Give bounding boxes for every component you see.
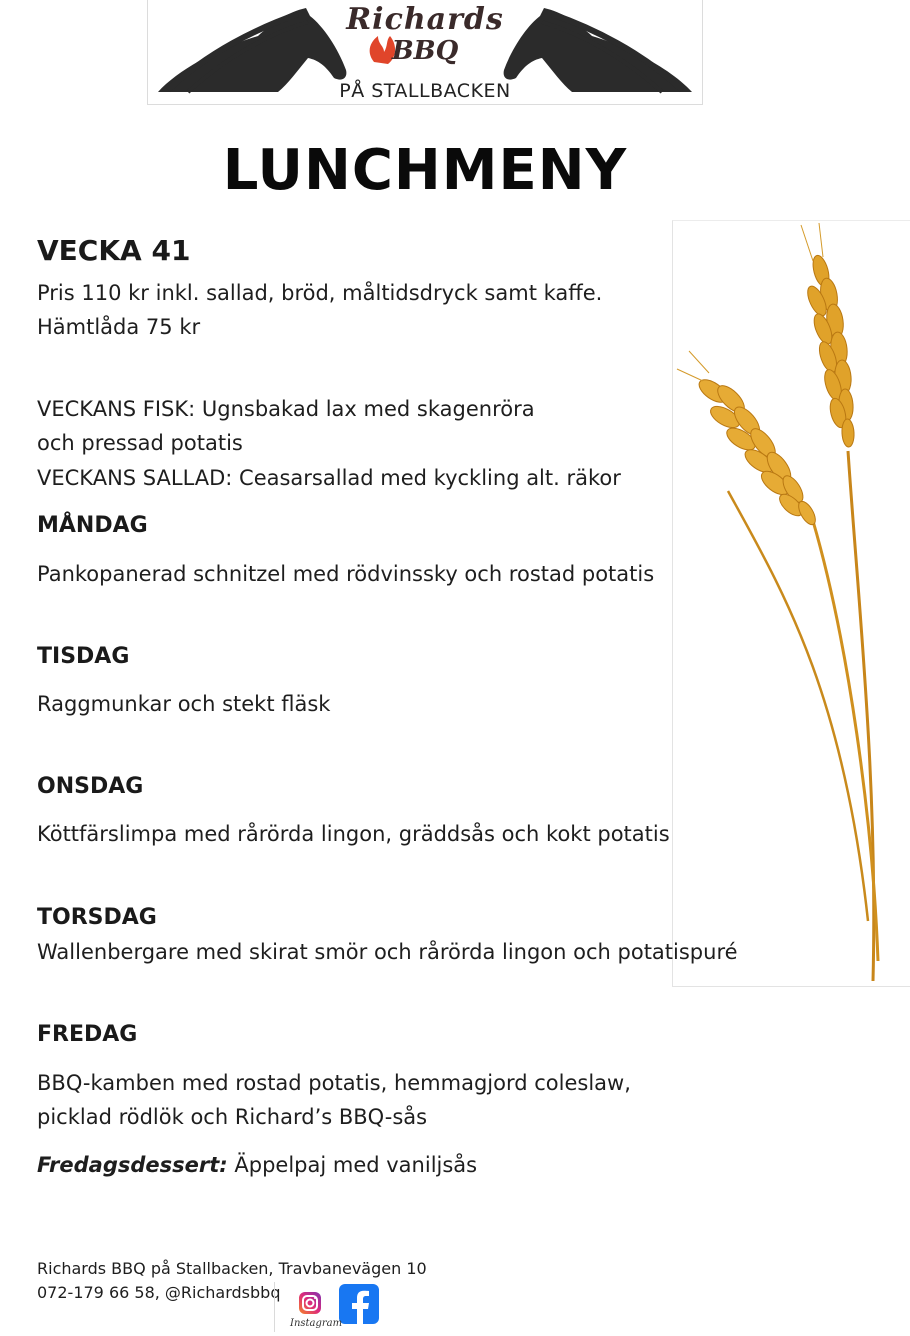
weekly-salad: VECKANS SALLAD: Ceasarsallad med kyckling alt. räkor bbox=[37, 466, 621, 490]
footer-address: Richards BBQ på Stallbacken, Travbanevägen 10 bbox=[37, 1259, 427, 1278]
weekly-fish-line1: VECKANS FISK: Ugnsbakad lax med skagenröra bbox=[37, 397, 535, 421]
logo bbox=[147, 0, 703, 105]
footer-contact: 072-179 66 58, @Richardsbbq bbox=[37, 1283, 281, 1302]
instagram-icon[interactable] bbox=[299, 1292, 321, 1314]
dessert-text: Äppelpaj med vaniljsås bbox=[227, 1153, 478, 1177]
dessert-label: Fredagsdessert bbox=[37, 1153, 220, 1177]
dish-tuesday: Raggmunkar och stekt fläsk bbox=[37, 692, 331, 716]
day-monday: MÅNDAG bbox=[37, 513, 148, 538]
dish-friday-line2: picklad rödlök och Richard’s BBQ-sås bbox=[37, 1105, 428, 1129]
day-friday: FREDAG bbox=[37, 1022, 138, 1047]
dessert-colon: : bbox=[219, 1153, 228, 1177]
friday-dessert bbox=[37, 1153, 477, 1177]
day-thursday: TORSDAG bbox=[37, 905, 157, 930]
weekly-fish-line2: och pressad potatis bbox=[37, 431, 243, 455]
wheat-icon bbox=[673, 221, 910, 986]
dish-monday: Pankopanerad schnitzel med rödvinssky och rostad potatis bbox=[37, 562, 655, 586]
logo-bbq: BBQ bbox=[391, 36, 459, 66]
logo-name: Richards bbox=[346, 2, 504, 37]
price-line: Pris 110 kr inkl. sallad, bröd, måltidsdryck samt kaffe. bbox=[37, 281, 603, 305]
wheat-illustration bbox=[672, 220, 910, 987]
page-title: LUNCHMENY bbox=[222, 138, 628, 203]
dish-friday-line1: BBQ-kamben med rostad potatis, hemmagjord coleslaw, bbox=[37, 1071, 631, 1095]
takeaway-line: Hämtlåda 75 kr bbox=[37, 315, 201, 339]
week-heading: VECKA 41 bbox=[37, 234, 191, 267]
day-tuesday: TISDAG bbox=[37, 644, 130, 669]
dish-thursday: Wallenbergare med skirat smör och rårörda lingon och potatispuré bbox=[37, 940, 738, 964]
facebook-icon[interactable] bbox=[339, 1284, 379, 1324]
logo-tagline: PÅ STALLBACKEN bbox=[339, 80, 511, 102]
day-wednesday: ONSDAG bbox=[37, 774, 144, 799]
instagram-caption: Instagram bbox=[290, 1318, 343, 1329]
dish-wednesday: Köttfärslimpa med rårörda lingon, gräddsås och kokt potatis bbox=[37, 822, 670, 846]
